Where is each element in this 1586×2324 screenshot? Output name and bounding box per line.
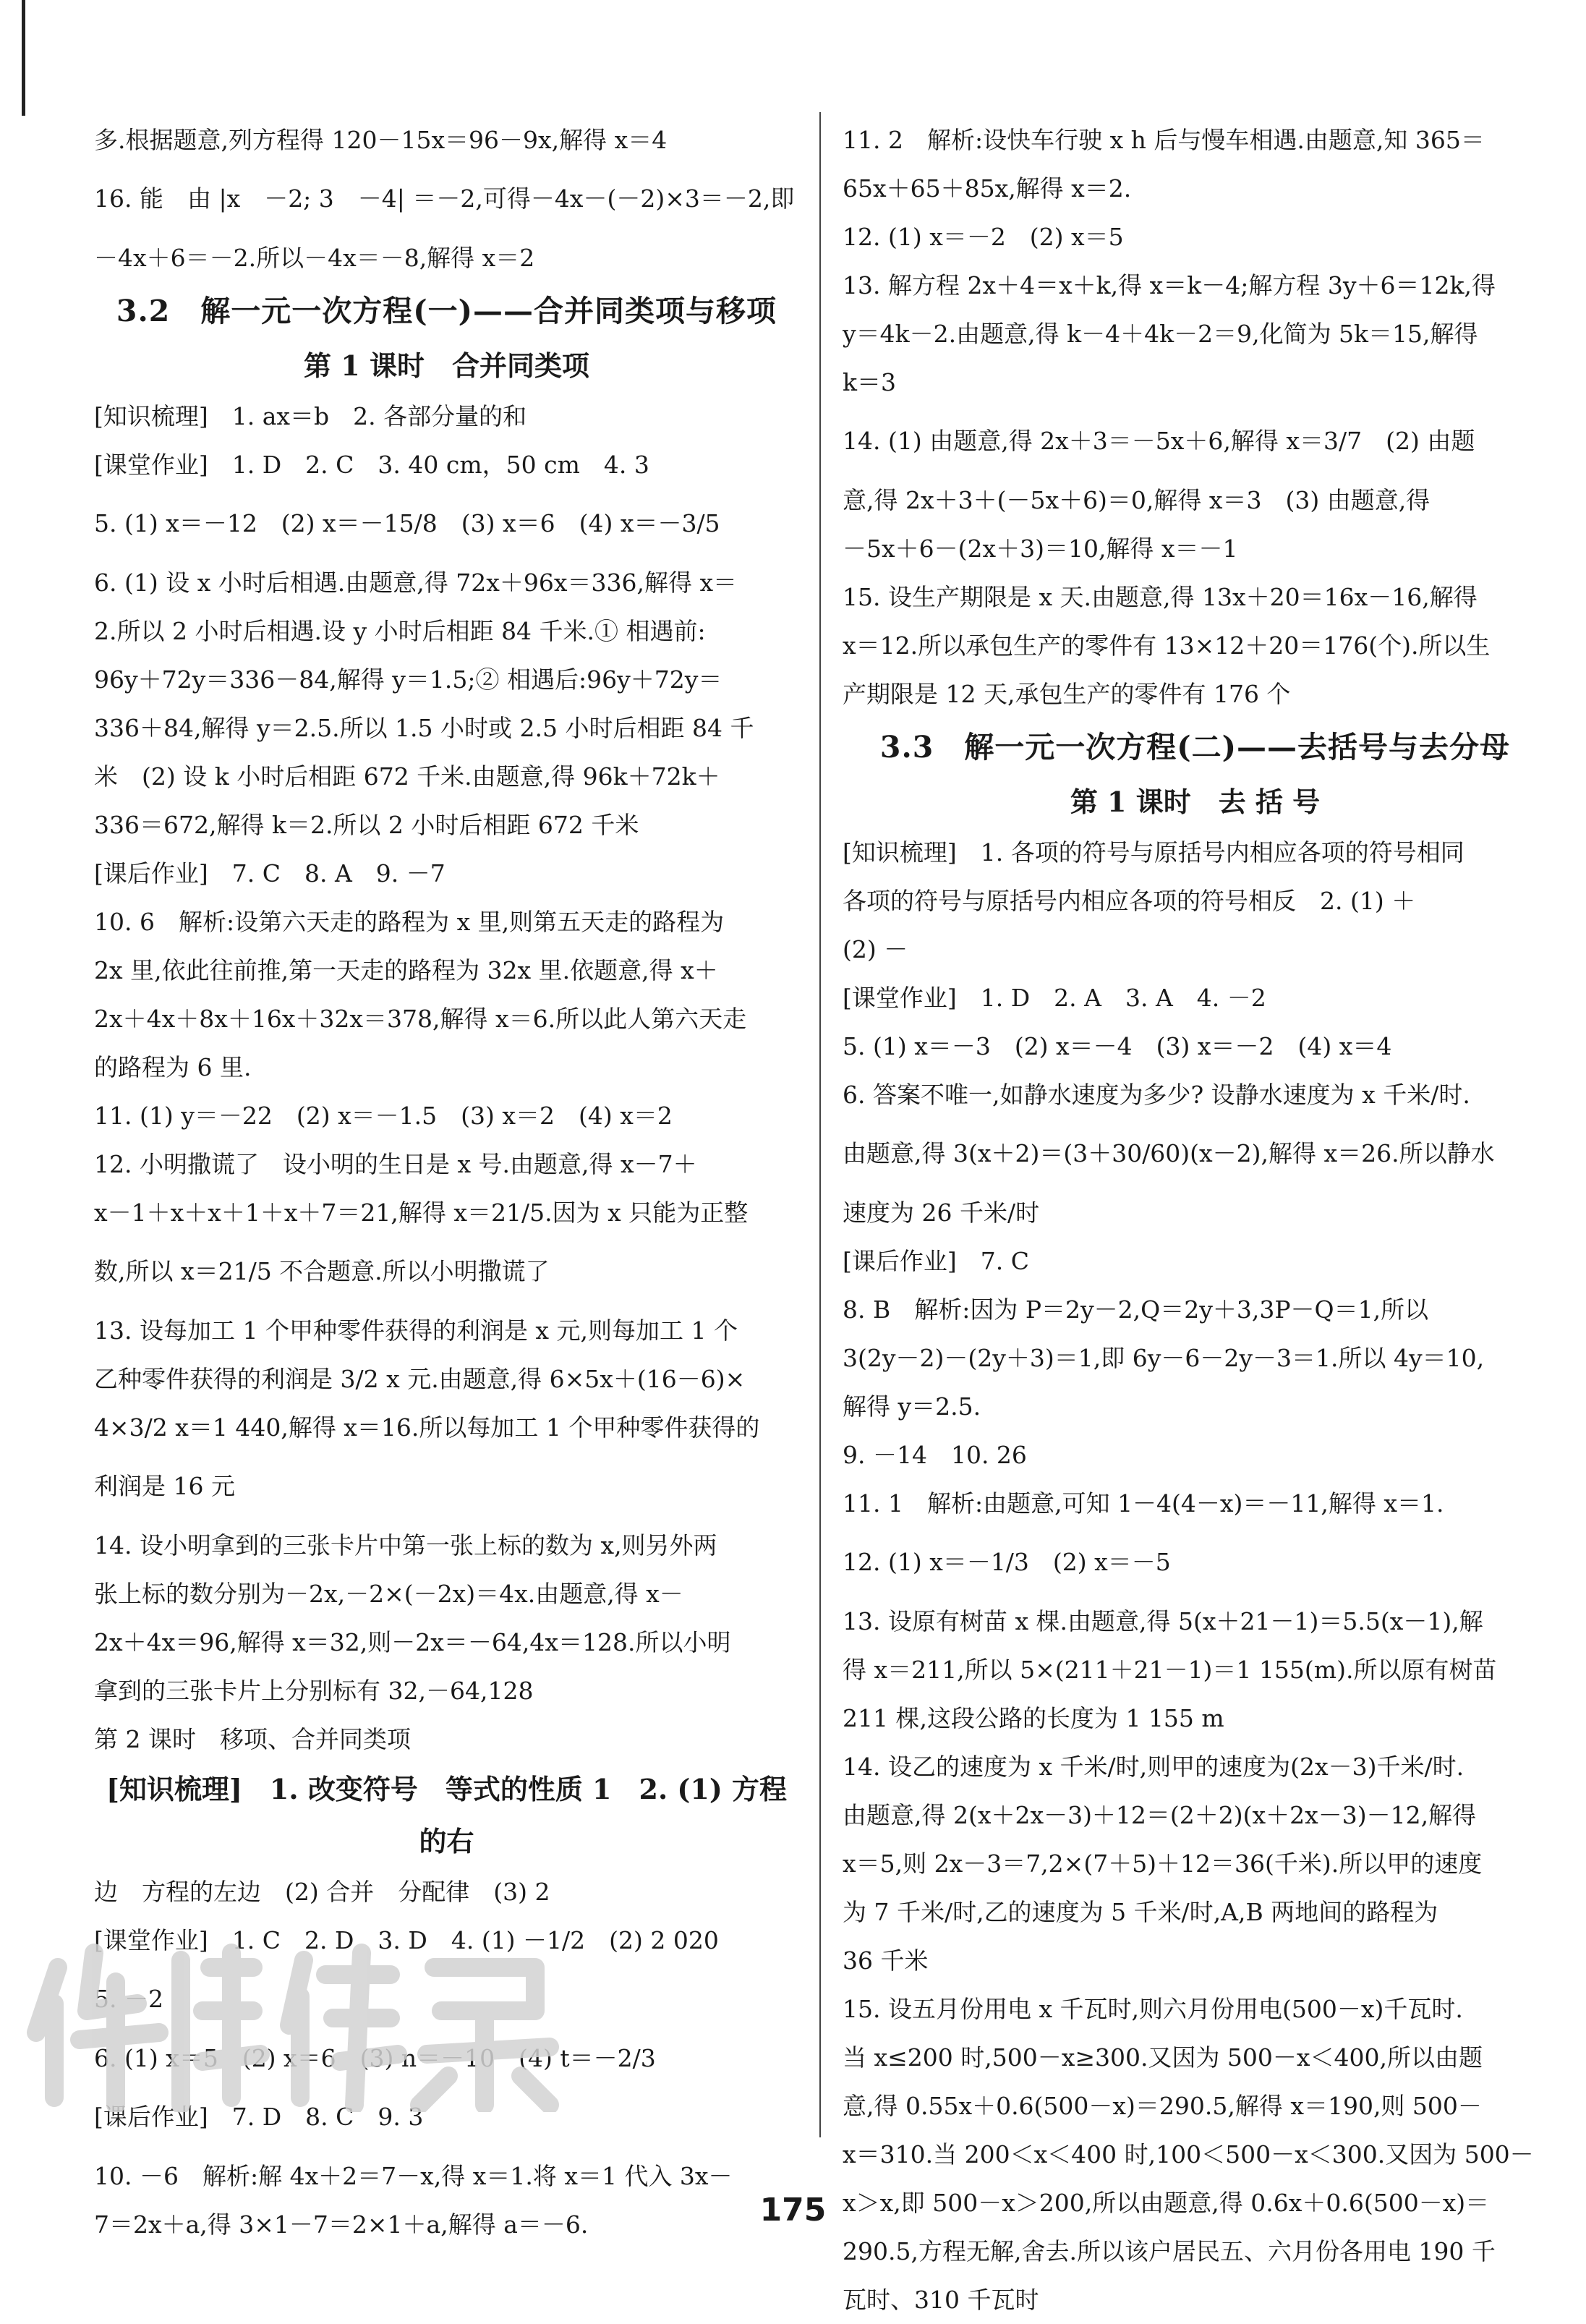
text-line: 336＝672,解得 k＝2.所以 2 小时后相距 672 千米 xyxy=(94,811,639,839)
text-line: 当 x≤200 时,500－x≥300.又因为 500－x＜400,所以由题 xyxy=(843,2043,1483,2072)
text-line: 解得 y＝2.5. xyxy=(843,1392,981,1421)
binding-mark xyxy=(22,0,25,116)
text-line: 13. 设原有树苗 x 棵.由题意,得 5(x＋21－1)＝5.5(x－1),解 xyxy=(843,1607,1483,1635)
text-line: 15. 设五月份用电 x 千瓦时,则六月份用电(500－x)千瓦时. xyxy=(843,1995,1463,2023)
text-line: 速度为 26 千米/时 xyxy=(843,1199,1040,1227)
text-line: 6. (1) x＝5 (2) x＝6 (3) n＝－10 (4) t＝－2/3 xyxy=(94,2044,656,2072)
text-line: 5. (1) x＝－3 (2) x＝－4 (3) x＝－2 (4) x＝4 xyxy=(843,1032,1392,1060)
text-line: 12. (1) x＝－1/3 (2) x＝－5 xyxy=(843,1548,1171,1576)
watermark-brush-icon xyxy=(14,1924,564,2112)
text-line: 拿到的三张卡片上分别标有 32,－64,128 xyxy=(94,1677,534,1705)
section-title: 3.3 解一元一次方程(二)——去括号与去分母 xyxy=(879,730,1511,765)
text-line: 由题意,得 2(x＋2x－3)＋12＝(2＋2)(x＋2x－3)－12,解得 xyxy=(843,1801,1477,1829)
text-line: －4x＋6＝－2.所以－4x＝－8,解得 x＝2 xyxy=(94,244,535,272)
text-line: 为 7 千米/时,乙的速度为 5 千米/时,A,B 两地间的路程为 xyxy=(843,1898,1438,1926)
text-line: [课后作业] 7. D 8. C 9. 3 xyxy=(94,2103,424,2131)
text-line: [知识梳理] 1. 各项的符号与原括号内相应各项的符号相同 xyxy=(843,838,1465,867)
text-line: y＝4k－2.由题意,得 k－4＋4k－2＝9,化简为 5k＝15,解得 xyxy=(843,320,1478,348)
text-line: 290.5,方程无解,舍去.所以该户居民五、六月份各用电 190 千 xyxy=(843,2237,1496,2265)
text-line: 6. (1) 设 x 小时后相遇.由题意,得 72x＋96x＝336,解得 x＝ xyxy=(94,569,738,597)
lesson-title: [知识梳理] 1. 改变符号 等式的性质 1 2. (1) 方程的右 xyxy=(106,1773,788,1857)
text-line: [课堂作业] 1. D 2. C 3. 40 cm，50 cm 4. 3 xyxy=(94,451,649,479)
text-line: 乙种零件获得的利润是 3/2 x 元.由题意,得 6×5x＋(16－6)× xyxy=(94,1365,746,1393)
lesson-title: 第 1 课时 合并同类项 xyxy=(304,349,589,382)
text-line: 多.根据题意,列方程得 120－15x＝96－9x,解得 x＝4 xyxy=(94,126,668,154)
text-line: 10. －6 解析:解 4x＋2＝7－x,得 x＝1.将 x＝1 代入 3x－ xyxy=(94,2162,733,2190)
page-number: 175 xyxy=(759,2192,827,2229)
text-line: 9. －14 10. 26 xyxy=(843,1441,1027,1469)
text-line: 7＝2x＋a,得 3×1－7＝2×1＋a,解得 a＝－6. xyxy=(94,2210,589,2239)
text-line: 5. －2 xyxy=(94,1985,163,2013)
text-line: 张上标的数分别为－2x,－2×(－2x)＝4x.由题意,得 x－ xyxy=(94,1580,683,1608)
text-line: 数,所以 x＝21/5 不合题意.所以小明撒谎了 xyxy=(94,1257,550,1285)
text-line: 米 (2) 设 k 小时后相距 672 千米.由题意,得 96k＋72k＋ xyxy=(94,762,720,791)
text-line: 13. 解方程 2x＋4＝x＋k,得 x＝k－4;解方程 3y＋6＝12k,得 xyxy=(843,271,1496,299)
section-title: 3.2 解一元一次方程(一)——合并同类项与移项 xyxy=(116,294,777,328)
text-line: 211 棵,这段公路的长度为 1 155 m xyxy=(843,1704,1224,1732)
lesson-title: 第 1 课时 去 括 号 xyxy=(1070,786,1321,818)
text-line: x＝310.当 200＜x＜400 时,100＜500－x＜300.又因为 500－ xyxy=(843,2140,1534,2168)
text-line: k＝3 xyxy=(843,368,896,396)
text-line: 3(2y－2)－(2y＋3)＝1,即 6y－6－2y－3＝1.所以 4y＝10, xyxy=(843,1344,1485,1372)
text-line: 15. 设生产期限是 x 天.由题意,得 13x＋20＝16x－16,解得 xyxy=(843,583,1478,611)
text-line: 336＋84,解得 y＝2.5.所以 1.5 小时或 2.5 小时后相距 84 千 xyxy=(94,714,754,742)
text-line: 14. 设小明拿到的三张卡片中第一张上标的数为 x,则另外两 xyxy=(94,1531,717,1559)
text-line: 各项的符号与原括号内相应各项的符号相反 2. (1) ＋ xyxy=(843,887,1416,915)
text-line: 意,得 2x＋3＋(－5x＋6)＝0,解得 x＝3 (3) 由题意,得 xyxy=(843,486,1431,514)
text-line: 2x＋4x＋8x＋16x＋32x＝378,解得 x＝6.所以此人第六天走 xyxy=(94,1005,747,1033)
text-line: 由题意,得 3(x＋2)＝(3＋30/60)(x－2),解得 x＝26.所以静水 xyxy=(843,1139,1495,1167)
text-line: 11. 1 解析:由题意,可知 1－4(4－x)＝－11,解得 x＝1. xyxy=(843,1489,1444,1518)
text-line: 边 方程的左边 (2) 合并 分配律 (3) 2 xyxy=(94,1878,550,1906)
text-line: 36 千米 xyxy=(843,1946,929,1975)
text-line: 意,得 0.55x＋0.6(500－x)＝290.5,解得 x＝190,则 500－ xyxy=(843,2092,1482,2120)
text-line: 13. 设每加工 1 个甲种零件获得的利润是 x 元,则每加工 1 个 xyxy=(94,1316,738,1345)
text-line: 16. 能 由 |x －2; 3 －4| ＝－2,可得－4x－(－2)×3＝－2,即 xyxy=(94,184,795,213)
text-line: x＝12.所以承包生产的零件有 13×12＋20＝176(个).所以生 xyxy=(843,631,1491,660)
text-line: 5. (1) x＝－12 (2) x＝－15/8 (3) x＝6 (4) x＝－3/5 xyxy=(94,509,720,537)
text-line: x＞x,即 500－x＞200,所以由题意,得 0.6x＋0.6(500－x)＝ xyxy=(843,2189,1490,2217)
text-line: 4×3/2 x＝1 440,解得 x＝16.所以每加工 1 个甲种零件获得的 xyxy=(94,1413,760,1442)
text-line: 2.所以 2 小时后相遇.设 y 小时后相距 84 千米.① 相遇前: xyxy=(94,617,706,645)
text-line: 得 x＝211,所以 5×(211＋21－1)＝1 155(m).所以原有树苗 xyxy=(843,1656,1497,1684)
text-line: [课堂作业] 1. C 2. D 3. D 4. (1) －1/2 (2) 2 020 xyxy=(94,1926,719,1954)
column-divider xyxy=(819,112,821,2137)
text-line: [课后作业] 7. C xyxy=(843,1247,1029,1275)
text-line: 12. 小明撒谎了 设小明的生日是 x 号.由题意,得 x－7＋ xyxy=(94,1150,697,1178)
text-line: 11. 2 解析:设快车行驶 x h 后与慢车相遇.由题意,知 365＝ xyxy=(843,126,1485,154)
text-line: 第 2 课时 移项、合并同类项 xyxy=(94,1725,411,1753)
text-line: 11. (1) y＝－22 (2) x＝－1.5 (3) x＝2 (4) x＝2 xyxy=(94,1102,673,1130)
text-line: 12. (1) x＝－2 (2) x＝5 xyxy=(843,223,1124,251)
text-line: 65x＋65＋85x,解得 x＝2. xyxy=(843,174,1132,203)
text-line: [知识梳理] 1. ax＝b 2. 各部分量的和 xyxy=(94,402,527,430)
right-column xyxy=(843,116,1548,2324)
text-line: x＝5,则 2x－3＝7,2×(7＋5)＋12＝36(千米).所以甲的速度 xyxy=(843,1850,1483,1878)
text-line: 利润是 16 元 xyxy=(94,1472,235,1500)
text-line: 10. 6 解析:设第六天走的路程为 x 里,则第五天走的路程为 xyxy=(94,908,725,936)
text-line: 14. (1) 由题意,得 2x＋3＝－5x＋6,解得 x＝3/7 (2) 由题 xyxy=(843,427,1475,455)
text-line: －5x＋6－(2x＋3)＝10,解得 x＝－1 xyxy=(843,535,1238,563)
text-line: 2x＋4x＝96,解得 x＝32,则－2x＝－64,4x＝128.所以小明 xyxy=(94,1628,731,1656)
text-line: 14. 设乙的速度为 x 千米/时,则甲的速度为(2x－3)千米/时. xyxy=(843,1753,1465,1781)
text-line: 的路程为 6 里. xyxy=(94,1053,252,1081)
text-line: 6. 答案不唯一,如静水速度为多少? 设静水速度为 x 千米/时. xyxy=(843,1081,1470,1109)
text-line: 2x 里,依此往前推,第一天走的路程为 32x 里.依题意,得 x＋ xyxy=(94,956,718,984)
text-line: [课后作业] 7. C 8. A 9. －7 xyxy=(94,859,445,888)
text-line: [课堂作业] 1. D 2. A 3. A 4. －2 xyxy=(843,984,1266,1012)
text-line: 瓦时、310 千瓦时 xyxy=(843,2286,1039,2314)
text-line: (2) － xyxy=(843,935,908,963)
text-line: 8. B 解析:因为 P＝2y－2,Q＝2y＋3,3P－Q＝1,所以 xyxy=(843,1295,1429,1324)
text-line: 96y＋72y＝336－84,解得 y＝1.5;② 相遇后:96y＋72y＝ xyxy=(94,665,722,694)
text-line: 产期限是 12 天,承包生产的零件有 176 个 xyxy=(843,680,1291,708)
text-line: x－1＋x＋x＋1＋x＋7＝21,解得 x＝21/5.因为 x 只能为正整 xyxy=(94,1199,749,1227)
